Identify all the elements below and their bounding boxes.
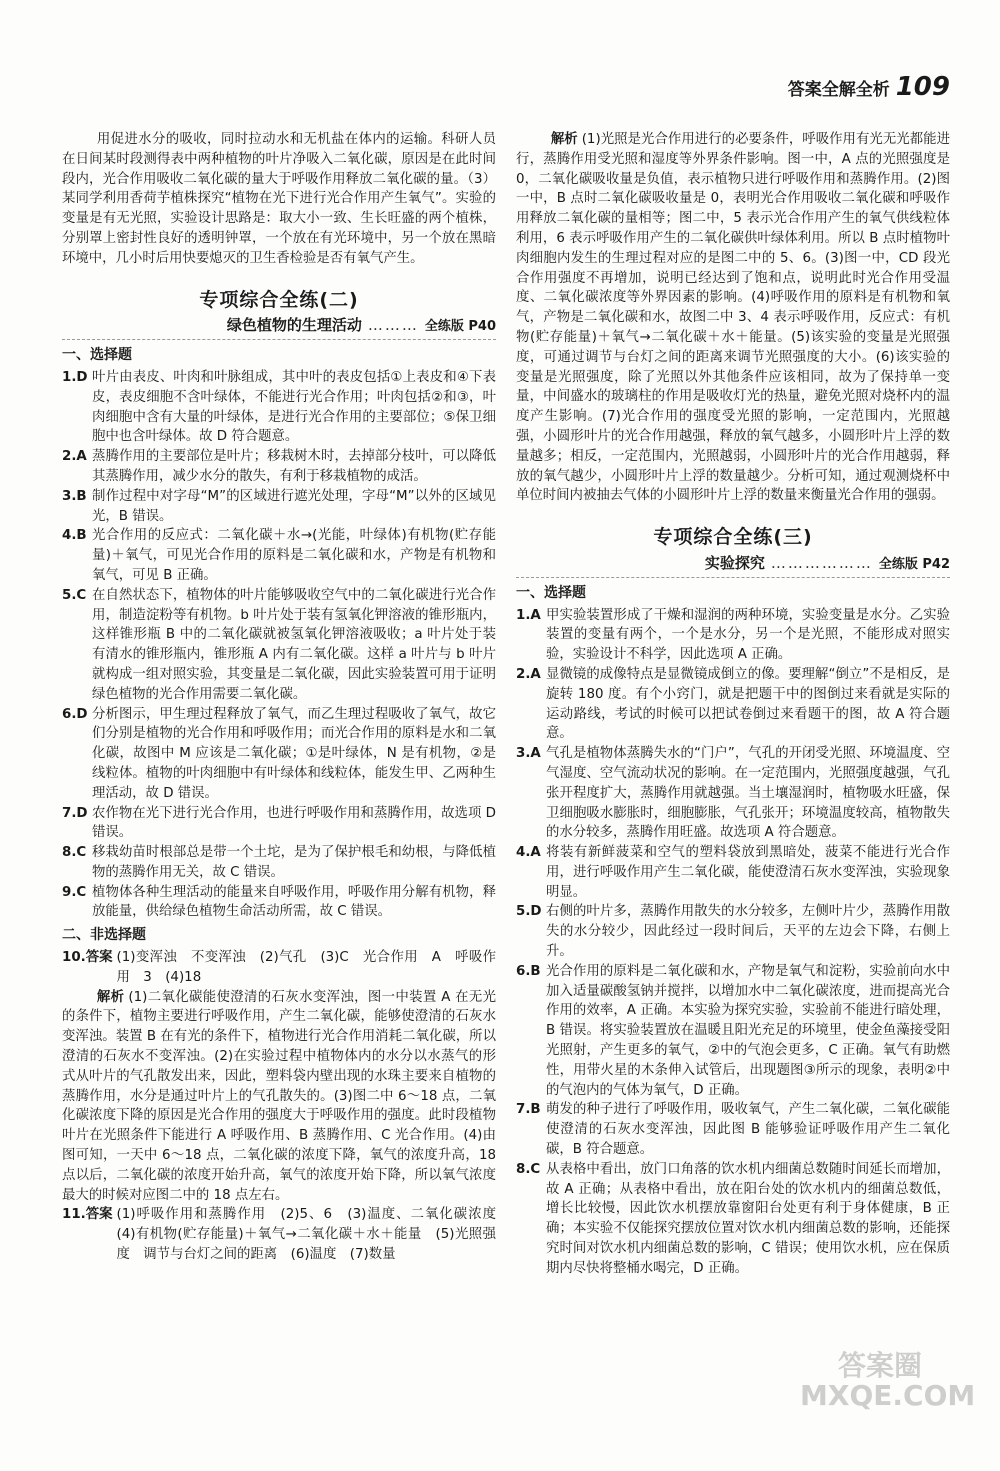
q11: [62, 1205, 510, 1264]
answer-item: [62, 586, 496, 705]
q10-answer: (1)变浑浊 不变浑浊 (2)气孔 (3)C 光合作用 A 呼吸作用 3 (4)18: [116, 950, 496, 985]
answer-item: [62, 804, 496, 844]
answer-item-number: 5.D: [516, 904, 542, 920]
answer-item: [516, 902, 950, 961]
answer-item-number: 3.A: [516, 746, 541, 762]
answer-item: [516, 962, 950, 1101]
page-number: 109: [895, 72, 950, 102]
answer-item-text: 从表格中看出，放门口角落的饮水机内细菌总数随时间延长而增加，故 A 正确；从表格中看出，放在阳台处的饮水机内的细菌总数低，增长比较慢，因此饮水机摆放靠窗阳台处更有利于身体健康，B 正确；本实验不仅能探究摆放位置对饮水机内细菌总数的影响，还能探究时间对饮水机内细菌总数的影响，C 错误；使用饮水机，应在保质期内尽快将整桶水喝完，D 正确。: [546, 1161, 950, 1276]
section3-subtitle-row: [516, 554, 950, 578]
section2-ref: 全练版 P40: [424, 319, 496, 335]
answer-item: [62, 883, 496, 923]
answer-item-text: 甲实验装置形成了干燥和湿润的两种环境，实验变量是水分。乙实验装置的变量有两个，一个是水分，另一个是光照，不能形成对照实验，实验设计不科学，因此选项 A 正确。: [546, 607, 950, 663]
answer-item: [62, 526, 496, 585]
section3-items: [516, 606, 950, 1279]
answer-item-number: 1.D: [62, 369, 88, 385]
answer-item: [516, 606, 950, 665]
answer-item: [62, 487, 496, 527]
answer-item-text: 光合作用的反应式：二氧化碳＋水→(光能，叶绿体)有机物(贮存能量)＋氧气，可见光合作用的原料是二氧化碳和水，产物是有机物和氧气，可见 B 正确。: [92, 528, 496, 583]
answer-item: [62, 368, 496, 447]
section3-part1: 一、选择题: [516, 584, 586, 601]
watermark-logo: 答案圈 MXQE.COM: [800, 1349, 976, 1412]
answer-item-text: 气孔是植物体蒸腾失水的“门户”，气孔的开闭受光照、环境温度、空气湿度、空气流动状况的影响。在一定范围内，光照强度越强，气孔张开程度扩大，蒸腾作用就越强。当土壤湿润时，植物吸水旺盛，保卫细胞吸水膨胀时，细胞膨胀，气孔张开；环境温度较高，植物散失的水分较多，蒸腾作用旺盛。故选项 A 符合题意。: [546, 746, 950, 841]
answer-item-text: 分析图示，甲生理过程释放了氧气，而乙生理过程吸收了氧气，故它们分别是植物的光合作用和呼吸作用；而光合作用的原料是水和二氧化碳，故图中 M 应该是二氧化碳；①是叶绿体，N 是有机物，②是线粒体。植物的叶肉细胞中有叶绿体和线粒体，能发生甲、乙两种生理活动，故 D 错误。: [92, 706, 496, 801]
answer-item-number: 5.C: [62, 587, 87, 603]
q10-no: 10.答案: [62, 950, 113, 966]
answer-item: [516, 744, 950, 843]
answer-item-number: 4.A: [516, 845, 541, 861]
q11-answer: (1)呼吸作用和蒸腾作用 (2)5、6 (3)温度、二氧化碳浓度 (4)有机物(贮存能量)＋氧气→二氧化碳＋水＋能量 (5)光照强度 调节与台灯之间的距离 (6)温度 (7)数量: [116, 1207, 510, 1263]
answer-item-text: 光合作用的原料是二氧化碳和水，产物是氧气和淀粉，实验前向水中加入适量碳酸氢钠并搅拌，以增加水中二氧化碳浓度，进而提高光合作用的效率，A 正确。本实验为探究实验，实验前不能进行暗处理，B 错误。将实验装置放在温暖且阳光充足的环境里，使金鱼藻接受阳光照射，产生更多的氧气，②中的气泡会更多，C 正确。氧气有助燃性，用带火星的木条伸入试管后，出现题图③所示的现象，表明②中的气泡内的气体为氧气，D 正确。: [546, 963, 950, 1098]
left-column: [62, 130, 510, 1265]
answer-item-number: 6.B: [516, 963, 541, 979]
answer-item-number: 3.B: [62, 488, 87, 504]
answer-item-text: 制作过程中对字母“M”的区域进行遮光处理，字母“M”以外的区域见光，B 错误。: [92, 488, 496, 524]
section3-title: 专项综合全练(三): [653, 526, 813, 549]
answer-item-number: 1.A: [516, 607, 541, 623]
leader-dots: ………………: [770, 553, 873, 572]
q11-no: 11.答案: [62, 1207, 113, 1223]
answer-item-number: 2.A: [62, 449, 87, 465]
section2-part1: 一、选择题: [62, 347, 132, 364]
left-intro-paragraph: 用促进水分的吸收，同时拉动水和无机盐在体内的运输。科研人员在日间某时段测得表中两种植物的叶片净吸入二氧化碳，原因是在此时间段内，光合作用吸收二氧化碳的量大于呼吸作用释放二氧化碳的量。（3）某同学利用香荷芋植株探究“植物在光下进行光合作用产生氧气”。实验的变量是有无光照，实验设计思路是：取大小一致、生长旺盛的两个植株，分别罩上密封性良好的透明钟罩，一个放在有光环境中，另一个放在黑暗环境中，几小时后用快要熄灭的卫生香检验是否有氧气产生。: [62, 132, 496, 266]
answer-item: [516, 843, 950, 902]
header-label: 答案全解全析: [787, 79, 890, 100]
answer-item-text: 显微镜的成像特点是显微镜成倒立的像。要理解“倒立”不是相反，是旋转 180 度。有个小窍门，就是把题干中的图倒过来看就是实际的运动路线，考试的时候可以把试卷倒过来看题干的图，故 A 符合题意。: [546, 666, 950, 742]
answer-item: [62, 705, 496, 804]
answer-item-text: 移栽幼苗时根部总是带一个土坨，是为了保护根毛和幼根，与降低植物的蒸腾作用无关，故 C 错误。: [92, 845, 496, 880]
right-top-analysis-label: 解析: [550, 132, 578, 147]
answer-item-number: 2.A: [516, 666, 541, 682]
q10-analysis-label: 解析: [96, 989, 125, 1005]
section2-items: [62, 368, 496, 922]
right-top-analysis: [516, 130, 950, 506]
section3-subtitle: 实验探究: [704, 553, 765, 572]
answer-item-text: 在自然状态下，植物体的叶片能够吸收空气中的二氧化碳进行光合作用，制造淀粉等有机物。b 叶片处于装有氢氧化钾溶液的锥形瓶内，这样锥形瓶 B 中的二氧化碳就被氢氧化钾溶液吸收；a 叶片处于装有清水的锥形瓶内，锥形瓶 A 内有二氧化碳。这样 a 叶片与 b 叶片就构成一组对照实验，其变量是二氧化碳，因此实验装置可用于证明绿色植物的光合作用需要二氧化碳。: [92, 587, 496, 702]
answer-item: [516, 1160, 950, 1279]
answer-item: [62, 447, 496, 487]
leader-dots: ………: [367, 316, 419, 335]
answer-item-number: 9.C: [62, 884, 87, 900]
right-column: [516, 130, 950, 1279]
q10-analysis-text: (1)二氧化碳能使澄清的石灰水变浑浊，图一中装置 A 在无光的条件下，植物主要进行呼吸作用，产生二氧化碳，能够使澄清的石灰水变浑浊。装置 B 在有光的条件下，植物进行光合作用消耗二氧化碳，所以澄清的石灰水不变浑浊。(2)在实验过程中植物体内的水分以水蒸气的形式从叶片的气孔散发出来，因此，塑料袋内壁出现的水珠主要来自植物的蒸腾作用，水分是通过叶片上的气孔散失的。(3)图二中 6～18 点，二氧化碳浓度下降的原因是光合作用的强度大于呼吸作用的强度。此时段植物叶片在光照条件下能进行 A 呼吸作用、B 蒸腾作用、C 光合作用。(4)由图可知，一天中 6～18 点，二氧化碳的浓度下降，氧气的浓度升高，18 点以后，二氧化碳的浓度开始升高，氧气的浓度开始下降，所以氧气浓度最大的时候对应图二中的 18 点左右。: [62, 989, 497, 1203]
answer-item-text: 萌发的种子进行了呼吸作用，吸收氧气，产生二氧化碳，二氧化碳能使澄清的石灰水变浑浊，因此图 B 能够验证呼吸作用产生二氧化碳，B 符合题意。: [546, 1102, 950, 1158]
right-top-analysis-text: (1)光照是光合作用进行的必要条件，呼吸作用有光无光都能进行，蒸腾作用受光照和湿度等外界条件影响。图一中，A 点的光照强度是 0，二氧化碳吸收量是负值，表示植物只进行呼吸作用和蒸腾作用。(2)图一中，B 点时二氧化碳吸收量是 0，表明光合作用吸收二氧化碳和呼吸作用释放二氧化碳的量相等；图二中，5 表示光合作用产生的氧气供线粒体利用，6 表示呼吸作用产生的二氧化碳供叶绿体利用。所以 B 点时植物叶肉细胞内发生的生理过程对应的是图二中的 5、6。(3)图一中，CD 段光合作用强度不再增加，说明已经达到了饱和点，说明此时光合作用受温度、二氧化碳浓度等外界因素的影响。(4)呼吸作用的原料是有机物和氧气，产物是二氧化碳和水，故图二中 3、4 表示呼吸作用，反应式：有机物(贮存能量)＋氧气→二氧化碳＋水＋能量。(5)该实验的变量是光照强度，可通过调节与台灯之间的距离来调节光照强度的大小。(6)该实验的变量是光照强度，除了光照以外其他条件应该相同，故为了保持单一变量，中间盛水的玻璃柱的作用是吸收灯光的热量，避免光照对烧杯内的温度产生影响。(7)光合作用的强度受光照的影响，一定范围内，光照越强，小圆形叶片的光合作用越强，释放的氧气越多，小圆形叶片上浮的数量越多；相反，一定范围内，光照越弱，小圆形叶片的光合作用越弱，释放的氧气越少，小圆形叶片上浮的数量越少。分析可知，通过观测烧杯中单位时间内被抽去气体的小圆形叶片上浮的数量来衡量光合作用的强弱。: [516, 132, 951, 504]
section2-subtitle-row: [62, 316, 496, 340]
answer-item-number: 8.C: [516, 1161, 541, 1177]
section2-title: 专项综合全练(二): [199, 288, 359, 311]
answer-item-number: 4.B: [62, 528, 87, 544]
section2-subtitle: 绿色植物的生理活动: [226, 316, 362, 335]
answer-item-number: 8.C: [62, 845, 87, 861]
section2-part2: 二、非选择题: [62, 927, 146, 944]
section3-ref: 全练版 P42: [878, 556, 950, 572]
q10-analysis: [62, 988, 496, 1206]
answer-item-text: 植物体各种生理活动的能量来自呼吸作用，呼吸作用分解有机物，释放能量，供给绿色植物生命活动所需，故 C 错误。: [92, 884, 496, 920]
answer-item-text: 右侧的叶片多，蒸腾作用散失的水分较多，左侧叶片少，蒸腾作用散失的水分较少，因此经过一段时间后，天平的左边会下降，右侧上升。: [546, 904, 950, 960]
answer-item-text: 蒸腾作用的主要部位是叶片；移栽树木时，去掉部分枝叶，可以降低其蒸腾作用，减少水分的散失，有利于移栽植物的成活。: [92, 449, 496, 484]
answer-item-number: 6.D: [62, 706, 88, 722]
page-header: [788, 72, 950, 102]
q10: [62, 948, 496, 988]
answer-item-text: 叶片由表皮、叶肉和叶脉组成，其中叶的表皮包括①上表皮和④下表皮，表皮细胞不含叶绿体，不能进行光合作用；叶肉包括②和③，叶肉细胞中含有大量的叶绿体，是进行光合作用的主要部位；⑤保卫细胞中也含叶绿体。故 D 符合题意。: [92, 369, 496, 445]
answer-item-number: 7.B: [516, 1102, 541, 1118]
answer-item: [62, 843, 496, 883]
answer-item-number: 7.D: [62, 805, 88, 821]
answer-item: [516, 1100, 950, 1159]
answer-item-text: 将装有新鲜菠菜和空气的塑料袋放到黑暗处，菠菜不能进行光合作用，进行呼吸作用产生二氧化碳，能使澄清石灰水变浑浊，实验现象明显。: [546, 845, 950, 900]
answer-item: [516, 665, 950, 744]
answer-item-text: 农作物在光下进行光合作用，也进行呼吸作用和蒸腾作用，故选项 D 错误。: [92, 805, 496, 841]
